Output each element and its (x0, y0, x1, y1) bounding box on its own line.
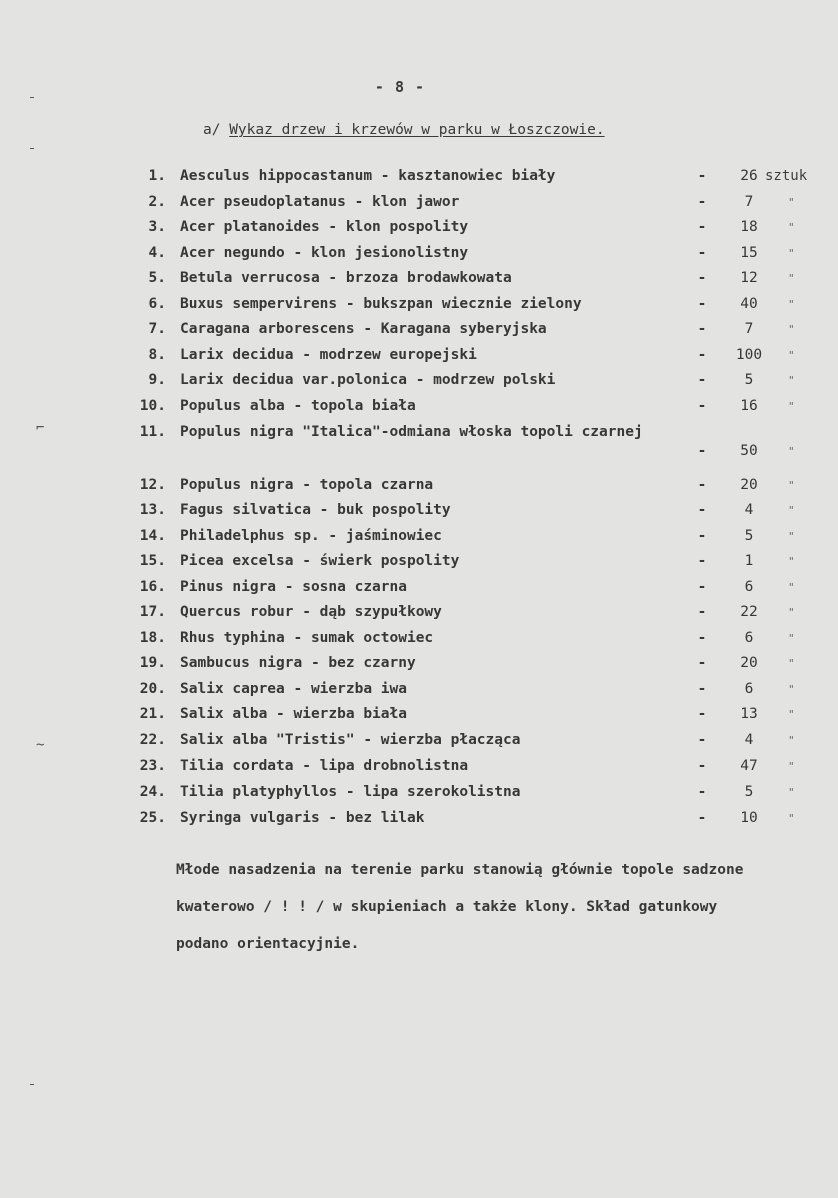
unit-label: " (788, 400, 795, 413)
separator-dash: - (697, 443, 707, 459)
quantity: 7 (744, 194, 754, 210)
item-number: 21. (139, 706, 166, 722)
quantity: 5 (744, 528, 754, 544)
quantity: 22 (740, 604, 758, 620)
unit-label: " (788, 221, 795, 234)
separator-dash: - (697, 270, 707, 286)
species-name: Philadelphus sp. - jaśminowiec (180, 528, 442, 544)
item-number: 10. (139, 398, 166, 414)
item-number: 11. (139, 424, 166, 440)
separator-dash: - (697, 347, 707, 363)
unit-label: " (788, 530, 795, 543)
species-name: Betula verrucosa - brzoza brodawkowata (180, 270, 512, 286)
separator-dash: - (697, 528, 707, 544)
quantity: 18 (740, 219, 758, 235)
item-number: 14. (139, 528, 166, 544)
margin-mark (30, 148, 34, 149)
quantity: 16 (740, 398, 758, 414)
quantity: 20 (740, 655, 758, 671)
quantity: 5 (744, 784, 754, 800)
heading-title: Wykaz drzew i krzewów w parku w Łoszczowie. (229, 122, 605, 138)
unit-label: " (788, 657, 795, 670)
species-name: Aesculus hippocastanum - kasztanowiec biały (180, 168, 556, 184)
page-number: - 8 - (374, 78, 426, 96)
item-number: 12. (139, 477, 166, 493)
item-number: 2. (148, 194, 166, 210)
item-number: 19. (139, 655, 166, 671)
quantity: 13 (740, 706, 758, 722)
species-name: Larix decidua var.polonica - modrzew polski (180, 372, 556, 388)
unit-label: " (788, 298, 795, 311)
separator-dash: - (697, 784, 707, 800)
separator-dash: - (697, 758, 707, 774)
unit-label: " (788, 632, 795, 645)
species-name: Acer platanoides - klon pospolity (180, 219, 469, 235)
species-name: Tilia cordata - lipa drobnolistna (180, 758, 469, 774)
quantity: 15 (740, 245, 758, 261)
species-name: Acer pseudoplatanus - klon jawor (180, 194, 460, 210)
separator-dash: - (697, 810, 707, 826)
quantity: 5 (744, 372, 754, 388)
margin-mark (30, 1084, 34, 1085)
species-name: Salix caprea - wierzba iwa (180, 681, 407, 697)
quantity: 26 (740, 168, 758, 184)
species-name: Fagus silvatica - buk pospolity (180, 502, 451, 518)
quantity: 10 (740, 810, 758, 826)
unit-label: " (788, 247, 795, 260)
unit-label: " (788, 606, 795, 619)
item-number: 25. (139, 810, 166, 826)
quantity: 50 (740, 443, 758, 459)
quantity: 4 (744, 732, 754, 748)
item-number: 5. (148, 270, 166, 286)
quantity: 7 (744, 321, 754, 337)
species-name: Salix alba - wierzba biała (180, 706, 407, 722)
separator-dash: - (697, 321, 707, 337)
item-number: 9. (148, 372, 166, 388)
separator-dash: - (697, 706, 707, 722)
quantity: 6 (744, 630, 754, 646)
separator-dash: - (697, 245, 707, 261)
margin-mark (30, 97, 34, 98)
separator-dash: - (697, 296, 707, 312)
species-name: Syringa vulgaris - bez lilak (180, 810, 425, 826)
species-name: Picea excelsa - świerk pospolity (180, 553, 460, 569)
separator-dash: - (697, 194, 707, 210)
unit-label: " (788, 708, 795, 721)
species-name: Salix alba "Tristis" - wierzba płacząca (180, 732, 521, 748)
separator-dash: - (697, 168, 707, 184)
unit-label: " (788, 272, 795, 285)
item-number: 8. (148, 347, 166, 363)
unit-label: " (788, 323, 795, 336)
quantity: 40 (740, 296, 758, 312)
quantity: 47 (740, 758, 758, 774)
separator-dash: - (697, 630, 707, 646)
species-name: Populus alba - topola biała (180, 398, 416, 414)
unit-label: " (788, 555, 795, 568)
species-name: Populus nigra - topola czarna (180, 477, 434, 493)
item-number: 17. (139, 604, 166, 620)
species-name: Quercus robur - dąb szypułkowy (180, 604, 442, 620)
unit-label: sztuk (765, 168, 808, 184)
species-name: Tilia platyphyllos - lipa szerokolistna (180, 784, 521, 800)
unit-label: " (788, 683, 795, 696)
quantity: 6 (744, 681, 754, 697)
unit-label: " (788, 786, 795, 799)
species-name: Larix decidua - modrzew europejski (180, 347, 477, 363)
separator-dash: - (697, 681, 707, 697)
unit-label: " (788, 479, 795, 492)
separator-dash: - (697, 398, 707, 414)
species-name: Rhus typhina - sumak octowiec (180, 630, 434, 646)
item-number: 6. (148, 296, 166, 312)
separator-dash: - (697, 553, 707, 569)
separator-dash: - (697, 604, 707, 620)
species-name: Pinus nigra - sosna czarna (180, 579, 407, 595)
item-number: 18. (139, 630, 166, 646)
item-number: 15. (139, 553, 166, 569)
heading-prefix: a/ (203, 122, 221, 138)
quantity: 12 (740, 270, 758, 286)
quantity: 20 (740, 477, 758, 493)
species-name: Caragana arborescens - Karagana syberyjska (180, 321, 547, 337)
margin-scribble: ~ (36, 737, 45, 753)
separator-dash: - (697, 372, 707, 388)
closing-note: Młode nasadzenia na terenie parku stanowią głównie topole sadzone kwaterowo / ! ! / w skupieniach a także klony. Skład gatunkowy podano orientacyjnie. (176, 862, 744, 952)
item-number: 4. (148, 245, 166, 261)
unit-label: " (788, 581, 795, 594)
unit-label: " (788, 445, 795, 458)
quantity: 4 (744, 502, 754, 518)
item-number: 13. (139, 502, 166, 518)
item-number: 22. (139, 732, 166, 748)
species-name: Buxus sempervirens - bukszpan wiecznie zielony (180, 296, 582, 312)
separator-dash: - (697, 655, 707, 671)
quantity: 100 (735, 347, 763, 363)
unit-label: " (788, 374, 795, 387)
unit-label: " (788, 734, 795, 747)
unit-label: " (788, 504, 795, 517)
unit-label: " (788, 812, 795, 825)
unit-label: " (788, 760, 795, 773)
item-number: 3. (148, 219, 166, 235)
item-number: 24. (139, 784, 166, 800)
unit-label: " (788, 349, 795, 362)
species-name: Populus nigra "Italica"-odmiana włoska topoli czarnej (180, 424, 643, 440)
item-number: 16. (139, 579, 166, 595)
quantity: 1 (744, 553, 754, 569)
separator-dash: - (697, 477, 707, 493)
species-name: Acer negundo - klon jesionolistny (180, 245, 469, 261)
list-heading (203, 122, 605, 138)
quantity: 6 (744, 579, 754, 595)
separator-dash: - (697, 732, 707, 748)
item-number: 23. (139, 758, 166, 774)
separator-dash: - (697, 502, 707, 518)
item-number: 20. (139, 681, 166, 697)
unit-label: " (788, 196, 795, 209)
margin-scribble: ⌐ (36, 420, 45, 436)
separator-dash: - (697, 219, 707, 235)
species-name: Sambucus nigra - bez czarny (180, 655, 416, 671)
item-number: 1. (148, 168, 166, 184)
separator-dash: - (697, 579, 707, 595)
item-number: 7. (148, 321, 166, 337)
